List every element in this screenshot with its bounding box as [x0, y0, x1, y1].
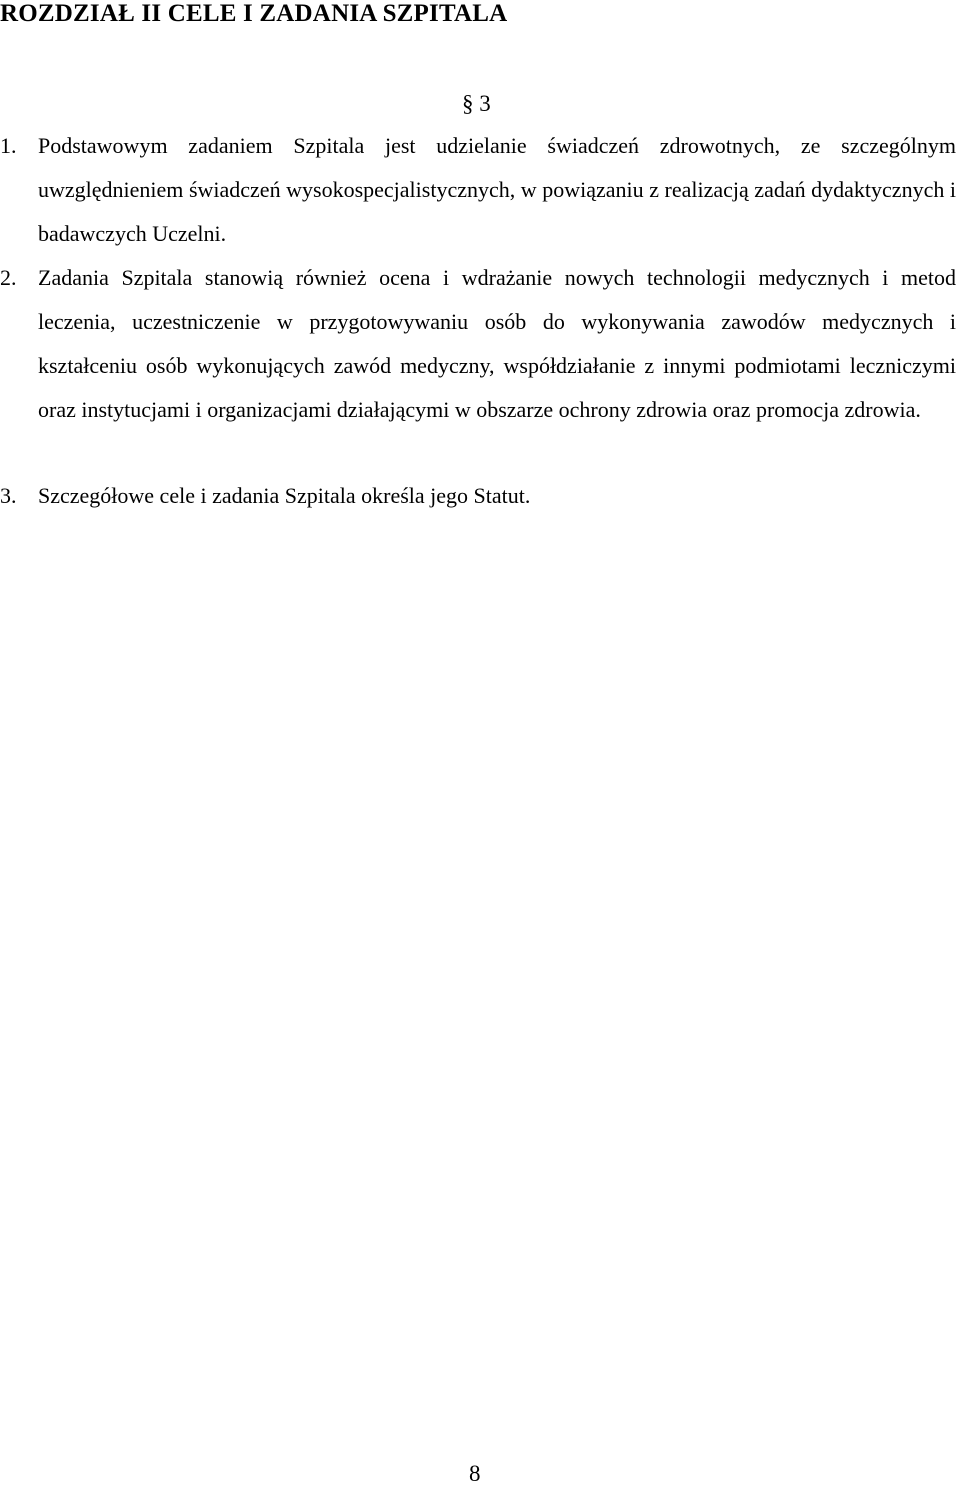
list-item-text: Szczegółowe cele i zadania Szpitala określa jego Statut.	[38, 483, 531, 508]
page-number: 8	[469, 1461, 481, 1486]
list-item-3	[0, 474, 956, 518]
list-item-number: 1.	[0, 133, 17, 158]
list-item-1	[0, 124, 956, 256]
section-mark: § 3	[462, 91, 491, 116]
list-item-text: Podstawowym zadaniem Szpitala jest udzielanie świadczeń zdrowotnych, ze szczególnym uwzględnieniem świadczeń wysokospecjalistycznych, w powiązaniu z realizacją zadań dydaktycznych i badawczych Uczelni.	[38, 133, 956, 246]
list-item-number: 3.	[0, 483, 17, 508]
list-item-2	[0, 256, 956, 432]
list-item-text: Zadania Szpitala stanowią również ocena i wdrażanie nowych technologii medycznych i metod leczenia, uczestniczenie w przygotowywaniu osób do wykonywania zawodów medycznych i kształceniu osób wykonujących zawód medyczny, współdziałanie z innymi podmiotami leczniczymi oraz instytucjami i organizacjami działającymi w obszarze ochrony zdrowia oraz promocja zdrowia.	[38, 265, 956, 422]
chapter-title: ROZDZIAŁ II CELE I ZADANIA SZPITALA	[0, 0, 508, 27]
list-item-number: 2.	[0, 265, 17, 290]
